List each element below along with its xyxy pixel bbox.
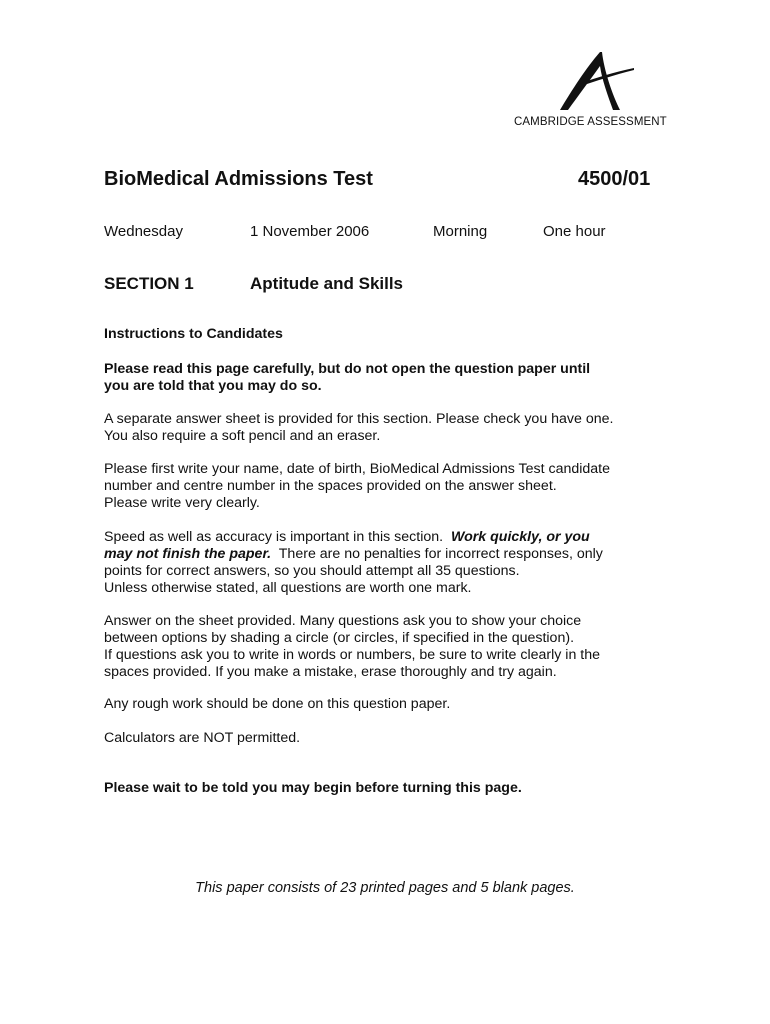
warning-line: you are told that you may do so.	[104, 378, 322, 394]
exam-session: Morning	[433, 223, 488, 240]
plain-text: There are no penalties for incorrect responses, only	[271, 546, 603, 562]
rough-work-paragraph: Any rough work should be done on this question paper.	[104, 696, 451, 712]
warning-line: Please read this page carefully, but do not open the question paper until	[104, 361, 591, 377]
section-title: Aptitude and Skills	[250, 274, 404, 293]
paragraph-line: Please write very clearly.	[104, 495, 260, 511]
paper-title: BioMedical Admissions Test	[104, 168, 373, 190]
cambridge-assessment-logo	[512, 50, 672, 134]
paragraph-line	[104, 529, 684, 546]
emphasis-text: may not finish the paper.	[104, 546, 272, 562]
paragraph-line: A separate answer sheet is provided for this section. Please check you have one.	[104, 411, 614, 427]
instructions-heading: Instructions to Candidates	[104, 326, 283, 342]
paragraph-line: You also require a soft pencil and an eraser.	[104, 428, 381, 444]
calculators-paragraph: Calculators are NOT permitted.	[104, 730, 301, 746]
paragraph-line: Answer on the sheet provided. Many questions ask you to show your choice	[104, 613, 582, 629]
warning-paragraph	[104, 361, 684, 395]
plain-text: Speed as well as accuracy is important in this section.	[104, 529, 451, 545]
paragraph-line: If questions ask you to write in words or numbers, be sure to write clearly in the	[104, 647, 600, 663]
paper-code: 4500/01	[578, 168, 651, 190]
paragraph-line: number and centre number in the spaces provided on the answer sheet.	[104, 478, 557, 494]
paragraph-line: points for correct answers, so you should attempt all 35 questions.	[104, 563, 520, 579]
exam-date: 1 November 2006	[250, 223, 370, 240]
page-count-footer: This paper consists of 23 printed pages and 5 blank pages.	[195, 880, 575, 896]
cambridge-a-logo-mark	[556, 50, 636, 114]
speed-accuracy-paragraph	[104, 529, 684, 597]
wait-notice: Please wait to be told you may begin before turning this page.	[104, 780, 522, 796]
exam-duration: One hour	[543, 223, 606, 240]
section-label: SECTION 1	[104, 274, 194, 293]
answer-method-paragraph	[104, 613, 684, 681]
exam-day: Wednesday	[104, 223, 183, 240]
paragraph-line	[104, 546, 684, 563]
candidate-details-paragraph	[104, 461, 684, 512]
logo-text: CAMBRIDGE ASSESSMENT	[514, 116, 667, 128]
paragraph-line: between options by shading a circle (or circles, if specified in the question).	[104, 630, 575, 646]
answer-sheet-paragraph	[104, 411, 684, 445]
paragraph-line: spaces provided. If you make a mistake, erase thoroughly and try again.	[104, 664, 557, 680]
paragraph-line: Please first write your name, date of birth, BioMedical Admissions Test candidate	[104, 461, 611, 477]
paragraph-line: Unless otherwise stated, all questions are worth one mark.	[104, 580, 472, 596]
emphasis-text: Work quickly, or you	[450, 529, 590, 545]
